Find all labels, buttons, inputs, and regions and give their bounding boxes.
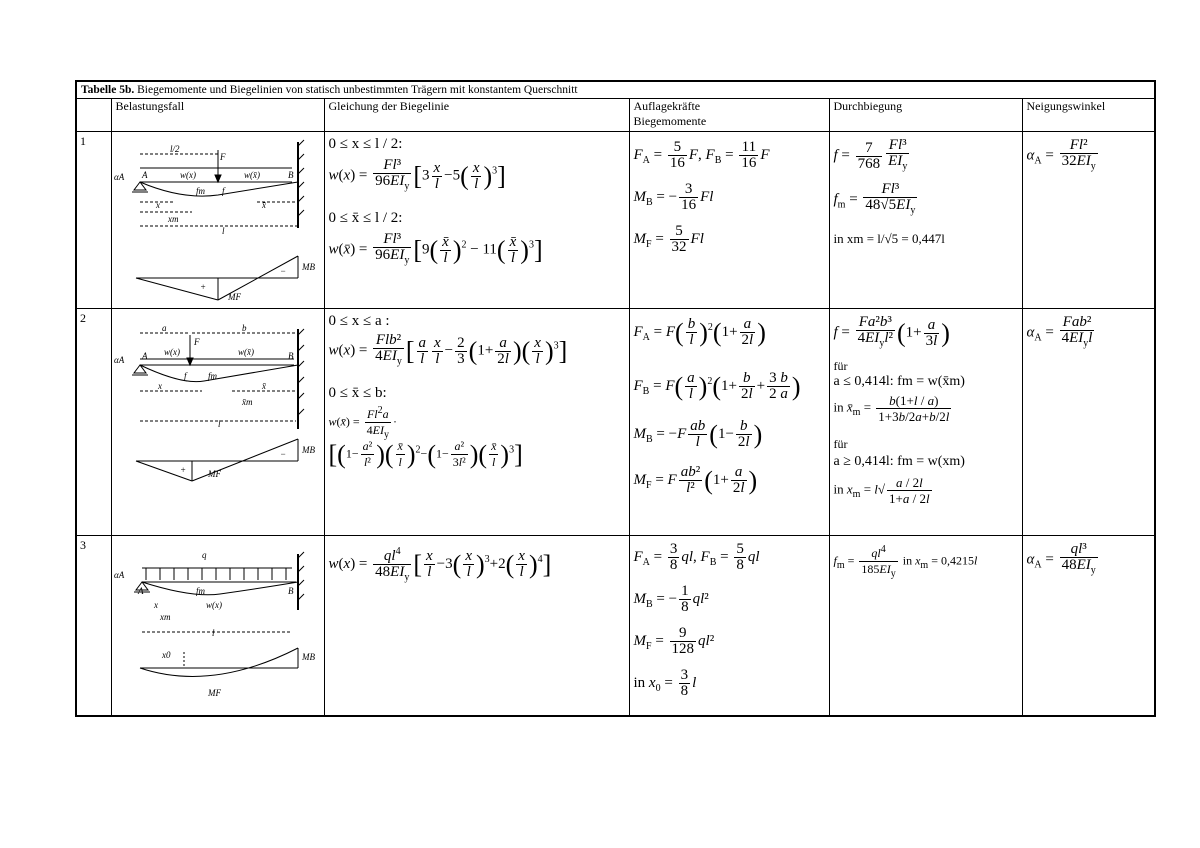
dia2-plus: + [179,465,186,476]
row-1-gl-eq1: w(x) = Fl³ $96EI_y$ [3 $\frac{x}{l}$ −5( $\frac{x}{l}$ )$^3$] [328,157,506,193]
row-2-du-4: a ≥ 0,414l: fm = w(xm) [833,454,965,470]
table-row [76,132,1155,309]
beam-diagram-2 [112,309,322,535]
dia2-minus: − [279,449,286,460]
row-3-auflage [629,536,829,716]
row-3-neigung [1022,536,1155,716]
row-2-au-2: $F_B = F$( $\frac{a}{l}$ )$^2$(1+ $\frac{b}{2l}$ + $\frac{3 b}{2 a}$ ) [633,370,801,403]
row-3-diagram [111,536,324,716]
row-2-du-fuer2: für [833,437,848,452]
caption-bold: Tabelle 5b. [81,84,135,96]
dia3-MF: MF [207,688,221,699]
row-1-gleichung [324,132,629,309]
dia3-wx: w(x) [205,600,222,611]
dia1-MF: MF [227,292,241,303]
row-2-auflage [629,309,829,536]
row-1-du-2: $f_m$ = Fl³ $48√5EI_y$ [833,181,916,217]
row-2-num: 2 [76,309,111,536]
header-auflage-2: Biegemomente [633,114,707,129]
dia3-alpha: αA [113,570,124,581]
dia2-wxb: w(x̄) [237,347,254,358]
dia2-A: A [141,351,147,362]
row-1-gl-cond2: 0 ≤ x̄ ≤ l / 2: [328,210,403,227]
dia2-l: l [217,419,221,430]
dia2-MB: MB [301,445,315,456]
dia3-A: A [137,586,143,597]
dia1-B: B [287,170,293,181]
row-1-diagram [111,132,324,309]
dia2-fm: fm [207,371,217,382]
dia1-F: F [219,152,225,163]
row-3-au-4: in $x_0$ = $\frac{3}{8}$ l [633,667,697,700]
dia1-x: x [155,200,160,211]
header-belastungsfall: Belastungsfall [111,99,324,132]
row-2-gl-cond1: 0 ≤ x ≤ a : [328,313,390,330]
dia2-wx: w(x) [163,347,180,358]
row-2-neigung [1022,309,1155,536]
dia1-wxb: w(x̄) [243,170,260,181]
dia2-b: b [241,323,246,334]
header-gleichung: Gleichung der Biegelinie [324,99,629,132]
dia2-B: B [287,351,293,362]
dia1-xm: xm [167,214,178,225]
caption-row [76,81,1155,99]
header-num [76,99,111,132]
dia1-alpha: αA [113,172,124,183]
header-auflage-1: Auflagekräfte [633,99,701,114]
table-caption [76,81,1155,99]
row-2-gl-eq2: w(x̄) = Fl$^2$a $4EI_y$ · [328,405,397,441]
row-2-au-1: $F_A = F$( $\frac{b}{l}$ )$^2$(1+ $\frac{a}{2l}$ ) [633,316,766,349]
row-2-gl-cond2: 0 ≤ x̄ ≤ b: [328,385,387,402]
row-1-du-1: f = $\frac{7}{768}$ Fl³ $EI_y$ [833,137,908,173]
table-row [76,536,1155,716]
dia2-f: f [183,371,187,382]
row-2-au-4: $M_F = F$ $\frac{\text{ab²}}{\text{l²}}$ (1+ $\frac{a}{2l}$ ) [633,464,758,497]
table-row [76,309,1155,536]
dia1-f: f [221,186,225,197]
row-2-du-2: a ≤ 0,414l: fm = w(x̄m) [833,374,965,390]
row-2-gl-eq3: [(1− $\frac{\text{a²}}{\text{l²}}$ )( $\frac{x̄}{l}$ )$^2$−(1− $\frac{\text{a²}}{\text{3l²}}$ )( $\frac{x̄}{l}$ )$^3$] [328,439,523,470]
dia3-fm: fm [195,586,205,597]
dia1-A: A [141,170,147,181]
row-1-gl-cond1: 0 ≤ x ≤ l / 2: [328,136,403,153]
row-1-durchbiegung [829,132,1022,309]
header-durchbiegung: Durchbiegung [829,99,1022,132]
dia1-fm: fm [195,186,205,197]
caption-text: Biegemomente und Biegelinien von statisch unbestimmten Trägern mit konstantem Querschnitt [137,84,578,96]
row-2-durchbiegung [829,309,1022,536]
dia2-xm: x̄m [241,397,252,408]
dia1-xbar: x̄ [261,200,266,211]
header-row [76,99,1155,132]
row-1-au-1: $F_A$ = $\frac{5}{16}$ F, $F_B$ = $\frac{11}{16}$ F [633,139,770,172]
row-1-neigung [1022,132,1155,309]
dia1-l2: l/2 [169,144,180,155]
dia3-l: l [211,628,215,639]
beam-diagram-3 [112,536,322,715]
row-2-du-5: in $x_m = l√$ $\frac{a / 2l}{1+a / 2l}$ [833,475,930,507]
dia1-wx: w(x) [179,170,196,181]
row-3-gl-eq1: w(x) = $ql^4$ $48EI_y$ [ $\frac{x}{l}$ −3( $\frac{x}{l}$ )$^3$+2( $\frac{x}{l}$ )$^4$] [328,546,552,584]
beam-diagram-1 [112,132,322,308]
dia1-minus: − [279,266,286,277]
header-auflage [629,99,829,132]
row-3-gleichung [324,536,629,716]
dia2-xbar: x̄ [261,381,266,392]
row-2-gleichung [324,309,629,536]
row-2-ne-1: $\alpha_A$ = Fab² $4EI_yl$ [1026,314,1093,350]
row-3-au-3: $M_F$ = $\frac{9}{128}$ ql² [633,625,715,658]
row-2-diagram [111,309,324,536]
row-1-num: 1 [76,132,111,309]
dia3-xm: xm [159,612,170,623]
row-3-au-2: $M_B$ = − $\frac{1}{8}$ ql² [633,583,709,616]
dia3-q: q [201,550,206,561]
dia3-B: B [287,586,293,597]
row-2-du-3: in $x̄_m$ = $\frac{b(1+l / a)}{1+3b/2a+b/2l}$ [833,393,950,425]
row-1-du-3: in xm = l/√5 = 0,447l [833,231,945,247]
row-3-ne-1: $\alpha_A$ = ql³ $48EI_y$ [1026,541,1096,577]
row-3-num: 3 [76,536,111,716]
row-3-du-1: $f_m$ = $ql^4$ $185EI_y$ in $x_m = 0,4215l$ [833,544,978,580]
dia3-x: x [153,600,158,611]
dia2-x: x [157,381,162,392]
dia1-l: l [221,226,225,237]
row-1-gl-eq2: w(x̄) = Fl³ $96EI_y$ [9( $\frac{x̄}{l}$ )$^2$ − 11( $\frac{x̄}{l}$ )$^3$] [328,231,543,267]
row-2-du-fuer1: für [833,359,848,374]
row-1-auflage [629,132,829,309]
row-2-du-1: f = Fa²b³ $4EI_yl^2$ (1+ $\frac{a}{3l}$ ) [833,314,950,350]
row-2-au-3: $M_B = -F$ $\frac{ab}{l}$ (1− $\frac{b}{2l}$ ) [633,418,763,451]
row-2-gl-eq1: w(x) = Flb² $4EI_y$ [ $\frac{a}{l}$ $\frac{x}{l}$ − $\frac{2}{3}$ (1+ $\frac{a}{2l}$ )( $\frac{x}{l}$ )$^3$] [328,332,568,368]
dia3-x0: x0 [161,650,170,661]
dia3-MB: MB [301,652,315,663]
row-1-au-2: $M_B$ = − $\frac{3}{16}$ Fl [633,181,714,214]
dia2-alpha: αA [113,355,124,366]
row-3-durchbiegung [829,536,1022,716]
dia2-a: a [161,323,166,334]
dia1-plus: + [199,282,206,293]
beam-table [75,80,1156,717]
row-1-ne-1: $\alpha_A$ = Fl² $32EI_y$ [1026,137,1096,173]
header-neigung: Neigungswinkel [1022,99,1155,132]
row-1-au-3: $M_F$ = $\frac{5}{32}$ Fl [633,223,704,256]
dia2-F: F [193,337,199,348]
dia1-MB: MB [301,262,315,273]
dia2-MF: MF [207,469,221,480]
row-3-au-1: $F_A$ = $\frac{3}{8}$ ql, $F_B$ = $\frac{5}{8}$ ql [633,541,760,574]
